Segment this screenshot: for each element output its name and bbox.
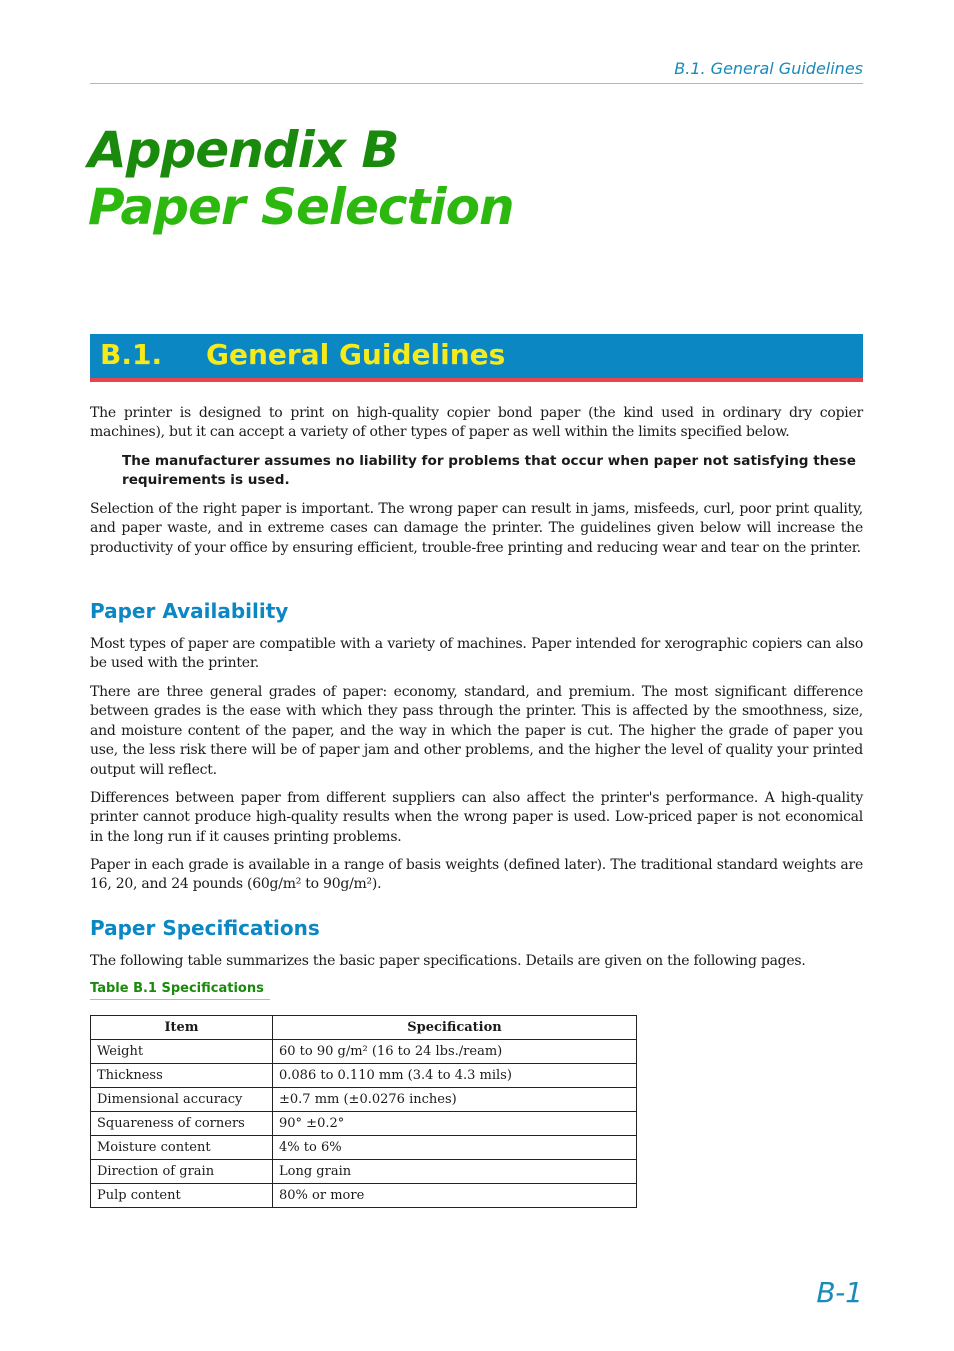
- table-row: [91, 1136, 637, 1160]
- chapter-title-line2: Paper Selection: [88, 178, 514, 236]
- section-number: B.1.: [100, 338, 163, 371]
- table-cell-spec: 0.086 to 0.110 mm (3.4 to 4.3 mils): [273, 1064, 637, 1088]
- table-row: [91, 1088, 637, 1112]
- paper-availability-heading: Paper Availability: [90, 599, 289, 623]
- section-heading-bar: [90, 334, 863, 382]
- selection-paragraph: Selection of the right paper is important. The wrong paper can result in jams, misfeeds, curl, poor print quality, and paper waste, and in extreme cases can damage the printer. The guidelines given below will increase the productivity of your office by ensuring efficient, trouble-free printing and reducing wear and tear on the printer.: [90, 501, 863, 556]
- specifications-paragraph: The following table summarizes the basic paper specifications. Details are given on the following pages.: [90, 953, 806, 969]
- table-cell-spec: Long grain: [273, 1160, 637, 1184]
- table-cell-item: Weight: [91, 1040, 273, 1064]
- table-cell-item: Squareness of corners: [91, 1112, 273, 1136]
- page-number: B-1: [816, 1276, 863, 1309]
- table-cell-spec: 80% or more: [273, 1184, 637, 1208]
- section-title: General Guidelines: [206, 338, 506, 371]
- table-row: [91, 1184, 637, 1208]
- chapter-title: [88, 122, 514, 236]
- column-header-specification: Specification: [273, 1016, 637, 1040]
- availability-paragraph-4: Paper in each grade is available in a range of basis weights (defined later). The traditional standard weights are 16, 20, and 24 pounds (60g/m² to 90g/m²).: [90, 857, 863, 893]
- chapter-title-line1: Appendix B: [88, 121, 399, 179]
- table-row: [91, 1160, 637, 1184]
- table-cell-item: Dimensional accuracy: [91, 1088, 273, 1112]
- table-cell-spec: 60 to 90 g/m² (16 to 24 lbs./ream): [273, 1040, 637, 1064]
- availability-paragraph-1: Most types of paper are compatible with a variety of machines. Paper intended for xerographic copiers can also be used with the printer.: [90, 636, 863, 672]
- availability-paragraph-2: There are three general grades of paper: economy, standard, and premium. The most significant difference between grades is the ease with which they pass through the printer. This is affected by the smoothness, size, and moisture content of the paper, and the way in which the paper is cut. The higher the grade of paper you use, the less risk there will be of paper jam and other problems, and the higher the level of quality your printed output will reflect.: [90, 684, 863, 778]
- table-cell-item: Thickness: [91, 1064, 273, 1088]
- table-row: [91, 1112, 637, 1136]
- table-cell-spec: ±0.7 mm (±0.0276 inches): [273, 1088, 637, 1112]
- table-cell-item: Moisture content: [91, 1136, 273, 1160]
- table-caption: Table B.1 Specifications: [90, 981, 270, 1000]
- table-row: [91, 1064, 637, 1088]
- table-cell-item: Direction of grain: [91, 1160, 273, 1184]
- liability-note: The manufacturer assumes no liability for problems that occur when paper not satisfying these requirements is used.: [122, 453, 856, 488]
- table-row: [91, 1040, 637, 1064]
- specifications-table: [90, 1015, 637, 1208]
- table-cell-spec: 90° ±0.2°: [273, 1112, 637, 1136]
- paper-specifications-heading: Paper Specifications: [90, 916, 320, 940]
- table-header-row: [91, 1016, 637, 1040]
- availability-paragraph-3: Differences between paper from different suppliers can also affect the printer's performance. A high-quality printer cannot produce high-quality results when the wrong paper is used. Low-priced paper is not economical in the long run if it causes printing problems.: [90, 790, 863, 845]
- running-header: B.1. General Guidelines: [90, 58, 863, 84]
- column-header-item: Item: [91, 1016, 273, 1040]
- table-cell-spec: 4% to 6%: [273, 1136, 637, 1160]
- table-cell-item: Pulp content: [91, 1184, 273, 1208]
- intro-paragraph: The printer is designed to print on high-quality copier bond paper (the kind used in ordinary dry copier machines), but it can accept a variety of other types of paper as well within the limits specified below.: [90, 405, 863, 441]
